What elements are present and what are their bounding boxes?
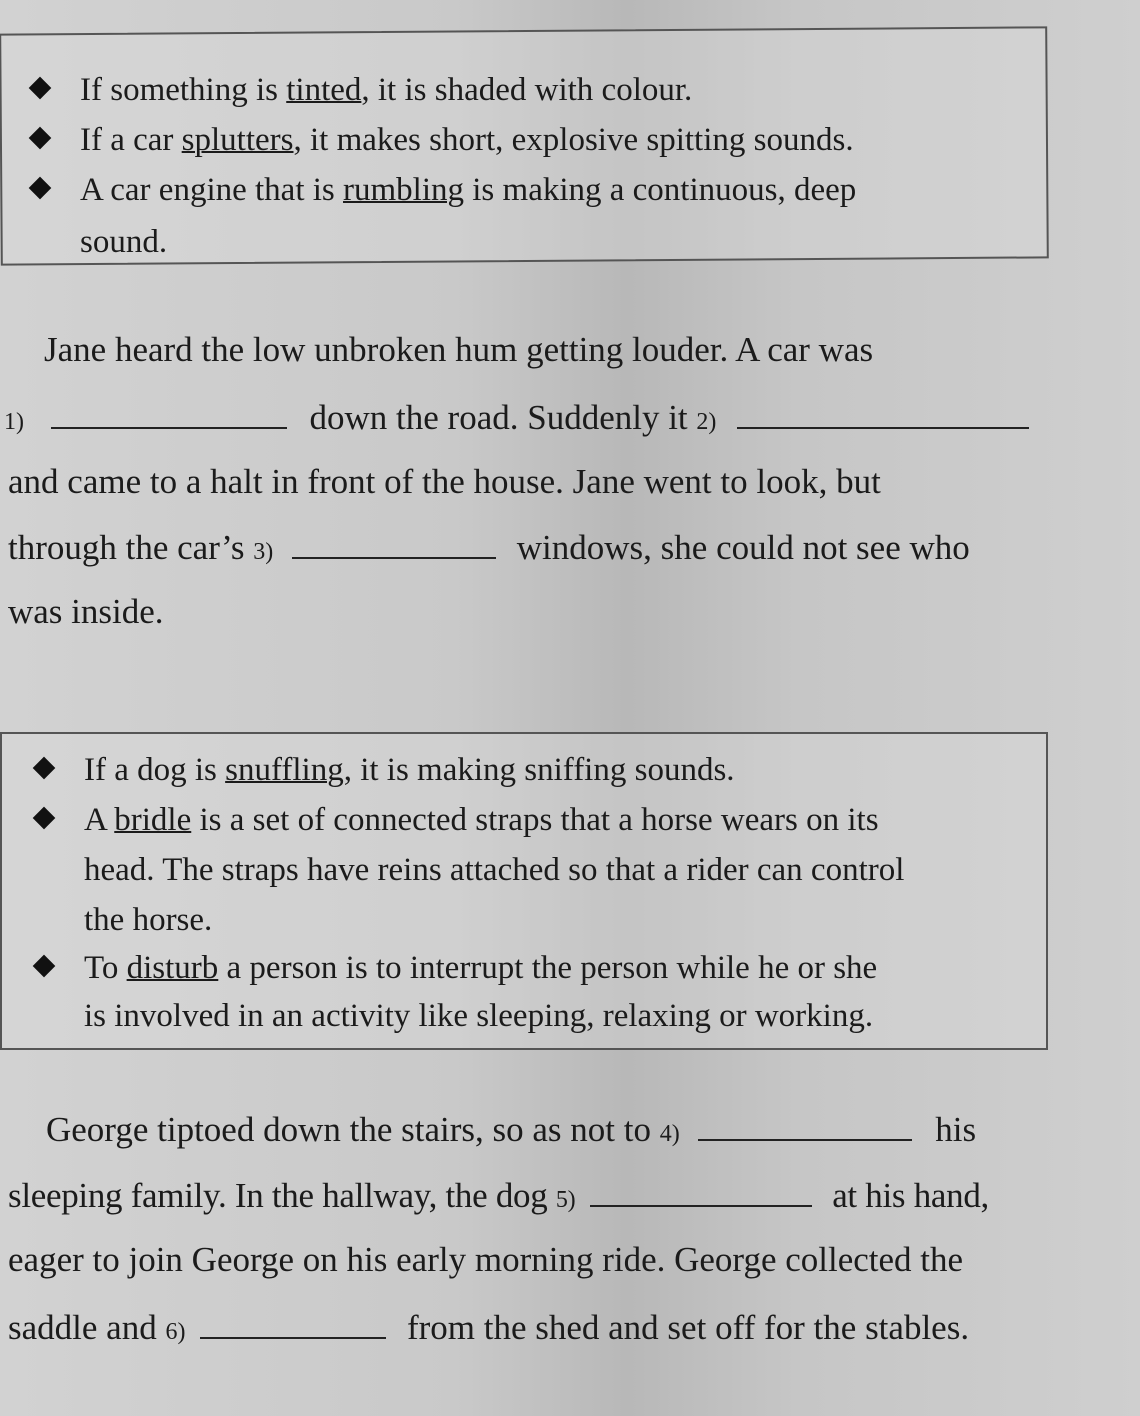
passage2-line4: saddle and 6) from the shed and set off for the stables. <box>8 1308 970 1347</box>
vocab-item-tinted: If something is tinted, it is shaded with colour. <box>80 72 1040 110</box>
answer-blank-6[interactable] <box>200 1336 386 1339</box>
passage2-line3: eager to join George on his early morning ride. George collected the <box>8 1240 964 1279</box>
answer-blank-1[interactable] <box>51 426 287 429</box>
passage1-line2: 1) down the road. Suddenly it 2) <box>4 398 1029 438</box>
vocab-item-snuffling: If a dog is snuffling, it is making sniffing sounds. <box>84 752 1024 790</box>
blank-number: 3) <box>253 539 274 565</box>
blank-number: 5) <box>555 1187 576 1213</box>
passage1-line1: Jane heard the low unbroken hum getting louder. A car was <box>44 330 874 369</box>
vocab-item-rumbling-cont: sound. <box>80 224 168 260</box>
term-snuffling: snuffling <box>225 752 344 788</box>
vocab-item-splutters: If a car splutters, it makes short, explosive spitting sounds. <box>80 122 1040 160</box>
vocab-item-disturb-cont: is involved in an activity like sleeping, relaxing or working. <box>84 998 874 1034</box>
passage2-line2: sleeping family. In the hallway, the dog 5) at his hand, <box>8 1176 989 1215</box>
blank-number: 6) <box>165 1319 186 1345</box>
blank-number: 1) <box>4 409 24 435</box>
passage2-line1: George tiptoed down the stairs, so as not to 4) his <box>46 1110 977 1149</box>
passage1-line4: through the car’s 3) windows, she could not see who <box>8 528 970 567</box>
term-disturb: disturb <box>126 950 219 986</box>
vocab-item-bridle-cont: head. The straps have reins attached so that a rider can control <box>84 852 905 888</box>
answer-blank-4[interactable] <box>698 1138 912 1141</box>
answer-blank-2[interactable] <box>737 426 1029 429</box>
term-tinted: tinted <box>286 72 362 108</box>
blank-number: 4) <box>659 1121 680 1147</box>
answer-blank-5[interactable] <box>590 1204 812 1207</box>
answer-blank-3[interactable] <box>292 556 496 559</box>
vocab-item-bridle: A bridle is a set of connected straps that a horse wears on its <box>84 802 1024 840</box>
passage1-line3: and came to a halt in front of the house. Jane went to look, but <box>8 462 881 501</box>
blank-number: 2) <box>696 409 717 435</box>
vocab-item-disturb: To disturb a person is to interrupt the person while he or she <box>84 950 1024 988</box>
vocab-item-bridle-cont2: the horse. <box>84 902 213 938</box>
term-rumbling: rumbling <box>343 172 465 208</box>
term-bridle: bridle <box>114 802 192 838</box>
vocab-item-rumbling: A car engine that is rumbling is making a continuous, deep <box>80 172 1040 210</box>
term-splutters: splutters <box>181 122 294 158</box>
passage1-line5: was inside. <box>8 592 164 631</box>
